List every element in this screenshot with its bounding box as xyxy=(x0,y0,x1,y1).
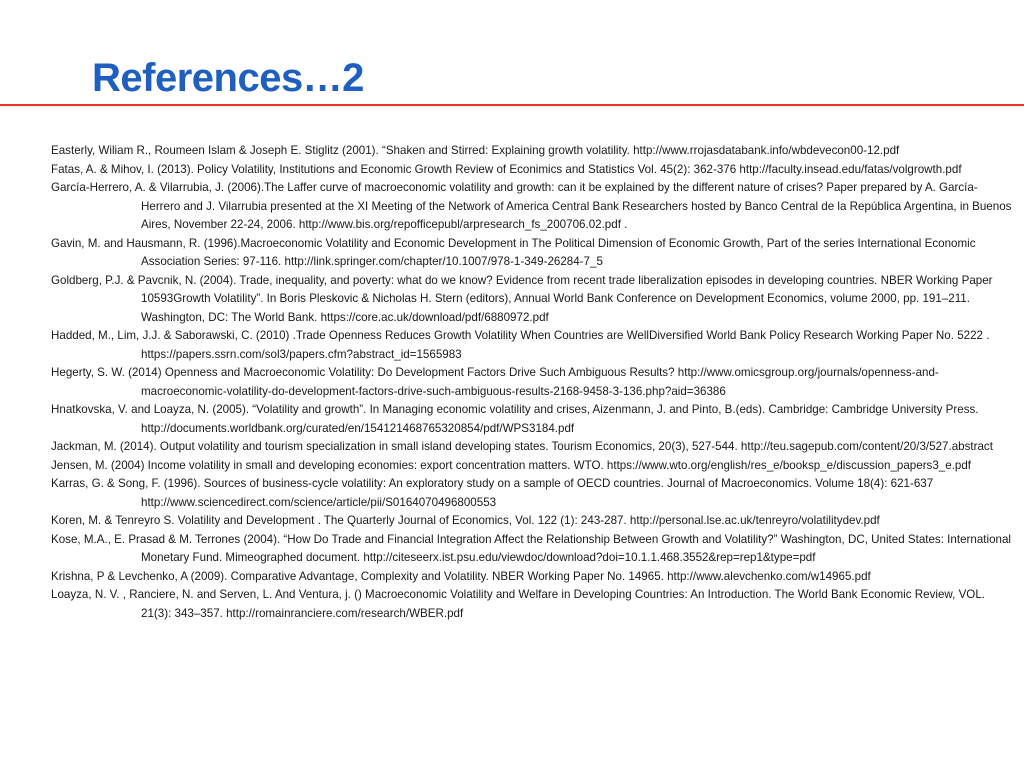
reference-item-easterly: Easterly, Wiliam R., Roumeen Islam & Joseph E. Stiglitz (2001). “Shaken and Stirred: Explaining growth volatility. http://www.rrojasdatabank.info/wbdevecon00-12.pdf xyxy=(51,144,900,157)
reference-item-gavin: Gavin, M. and Hausmann, R. (1996).Macroeconomic Volatility and Economic Development in The Political Dimension of Economic Growth, Part of the series International Economic Association Series: 97-116. http://link.springer.com/chapter/10.1007/978-1-349-26284-7_5 xyxy=(51,236,976,268)
reference-item-jackman: Jackman, M. (2014). Output volatility and tourism specialization in small island developing states. Tourism Economics, 20(3), 527-544. http://teu.sagepub.com/content/20/3/527.abstract xyxy=(51,440,993,453)
reference-item-hegerty: Hegerty, S. W. (2014) Openness and Macroeconomic Volatility: Do Development Factors Drive Such Ambiguous Results? http://www.omicsgroup.org/journals/openness-and-macroeconomic-volatility-do-development-factors-drive-such-ambiguous-results-2168-9458-3-136.php?aid=36386 xyxy=(51,366,939,398)
reference-item-goldberg: Goldberg, P.J. & Pavcnik, N. (2004). Trade, inequality, and poverty: what do we know? Evidence from recent trade liberalization episodes in developing countries. NBER Working Paper 10593Growth Volatility”. In Boris Pleskovic & Nicholas H. Stern (editors), Annual World Bank Conference on Development Economics, volume 2000, pp. 191–211. Washington, DC: The World Bank. https://core.ac.uk/download/pdf/6880972.pdf xyxy=(51,273,993,324)
reference-item-fatas: Fatas, A. & Mihov, I. (2013). Policy Volatility, Institutions and Economic Growth Review of Econimics and Statistics Vol. 45(2): 362-376 http://faculty.insead.edu/fatas/volgrowth.pdf xyxy=(51,162,962,176)
reference-item-loayza: Loayza, N. V. , Ranciere, N. and Serven, L. And Ventura, j. () Macroeconomic Volatility and Welfare in Developing Countries: An Introduction. The World Bank Economic Review, VOL. 21(3): 343–357. http://romainranciere.com/research/WBER.pdf xyxy=(51,588,985,620)
reference-item-hnatkovska: Hnatkovska, V. and Loayza, N. (2005). “Volatility and growth”. In Managing economic volatility and crises, Aizenmann, J. and Pinto, B.(eds). Cambridge: Cambridge University Press. http://documents.worldbank.org/curated/en/154121468765320854/pdf/WPS3184.pdf xyxy=(51,403,979,435)
reference-item-karras: Karras, G. & Song, F. (1996). Sources of business-cycle volatility: An exploratory study on a sample of OECD countries. Journal of Macroeconomics. Volume 18(4): 621-637 http://www.sciencedirect.com/science/article/pii/S0164070496800553 xyxy=(51,477,934,509)
slide-title: References…2 xyxy=(92,56,364,100)
reference-item-hadded: Hadded, M., Lim, J.J. & Saborawski, C. (2010) .Trade Openness Reduces Growth Volatility When Countries are WellDiversified World Bank Policy Research Working Paper No. 5222 . https://papers.ssrn.com/sol3/papers.cfm?abstract_id=1565983 xyxy=(51,329,990,361)
reference-item-garcia-herrero: García-Herrero, A. & Vilarrubia, J. (2006).The Laffer curve of macroeconomic volatility and growth: can it be explained by the different nature of crises? Paper prepared by A. García-Herrero and J. Vilarrubia presented at the XI Meeting of the Network of America Central Bank Researchers hosted by Banco Central de la República Argentina, in Buenos Aires, November 22-24, 2006. http://www.bis.org/repofficepubl/arpresearch_fs_200706.02.pdf . xyxy=(51,181,1012,231)
reference-item-kose: Kose, M.A., E. Prasad & M. Terrones (2004). “How Do Trade and Financial Integration Affect the Relationship Between Growth and Volatility?” Washington, DC, United States: International Monetary Fund. Mimeographed document. http://citeseerx.ist.psu.edu/viewdoc/download?doi=10.1.1.468.3552&rep=rep1&type=pdf xyxy=(51,532,1011,564)
title-divider-shadow xyxy=(0,106,1024,108)
reference-item-krishna: Krishna, P & Levchenko, A (2009). Comparative Advantage, Complexity and Volatility. NBER Working Paper No. 14965. http://www.alevchenko.com/w14965.pdf xyxy=(51,569,871,583)
reference-item-koren: Koren, M. & Tenreyro S. Volatility and Development . The Quarterly Journal of Economics, Vol. 122 (1): 243-287. http://personal.lse.ac.uk/tenreyro/volatilitydev.pdf xyxy=(51,514,880,527)
reference-list xyxy=(51,142,1013,623)
reference-item-jensen: Jensen, M. (2004) Income volatility in small and developing economies: export concentration matters. WTO. https://www.wto.org/english/res_e/booksp_e/discussion_papers3_e.pdf xyxy=(51,458,972,472)
